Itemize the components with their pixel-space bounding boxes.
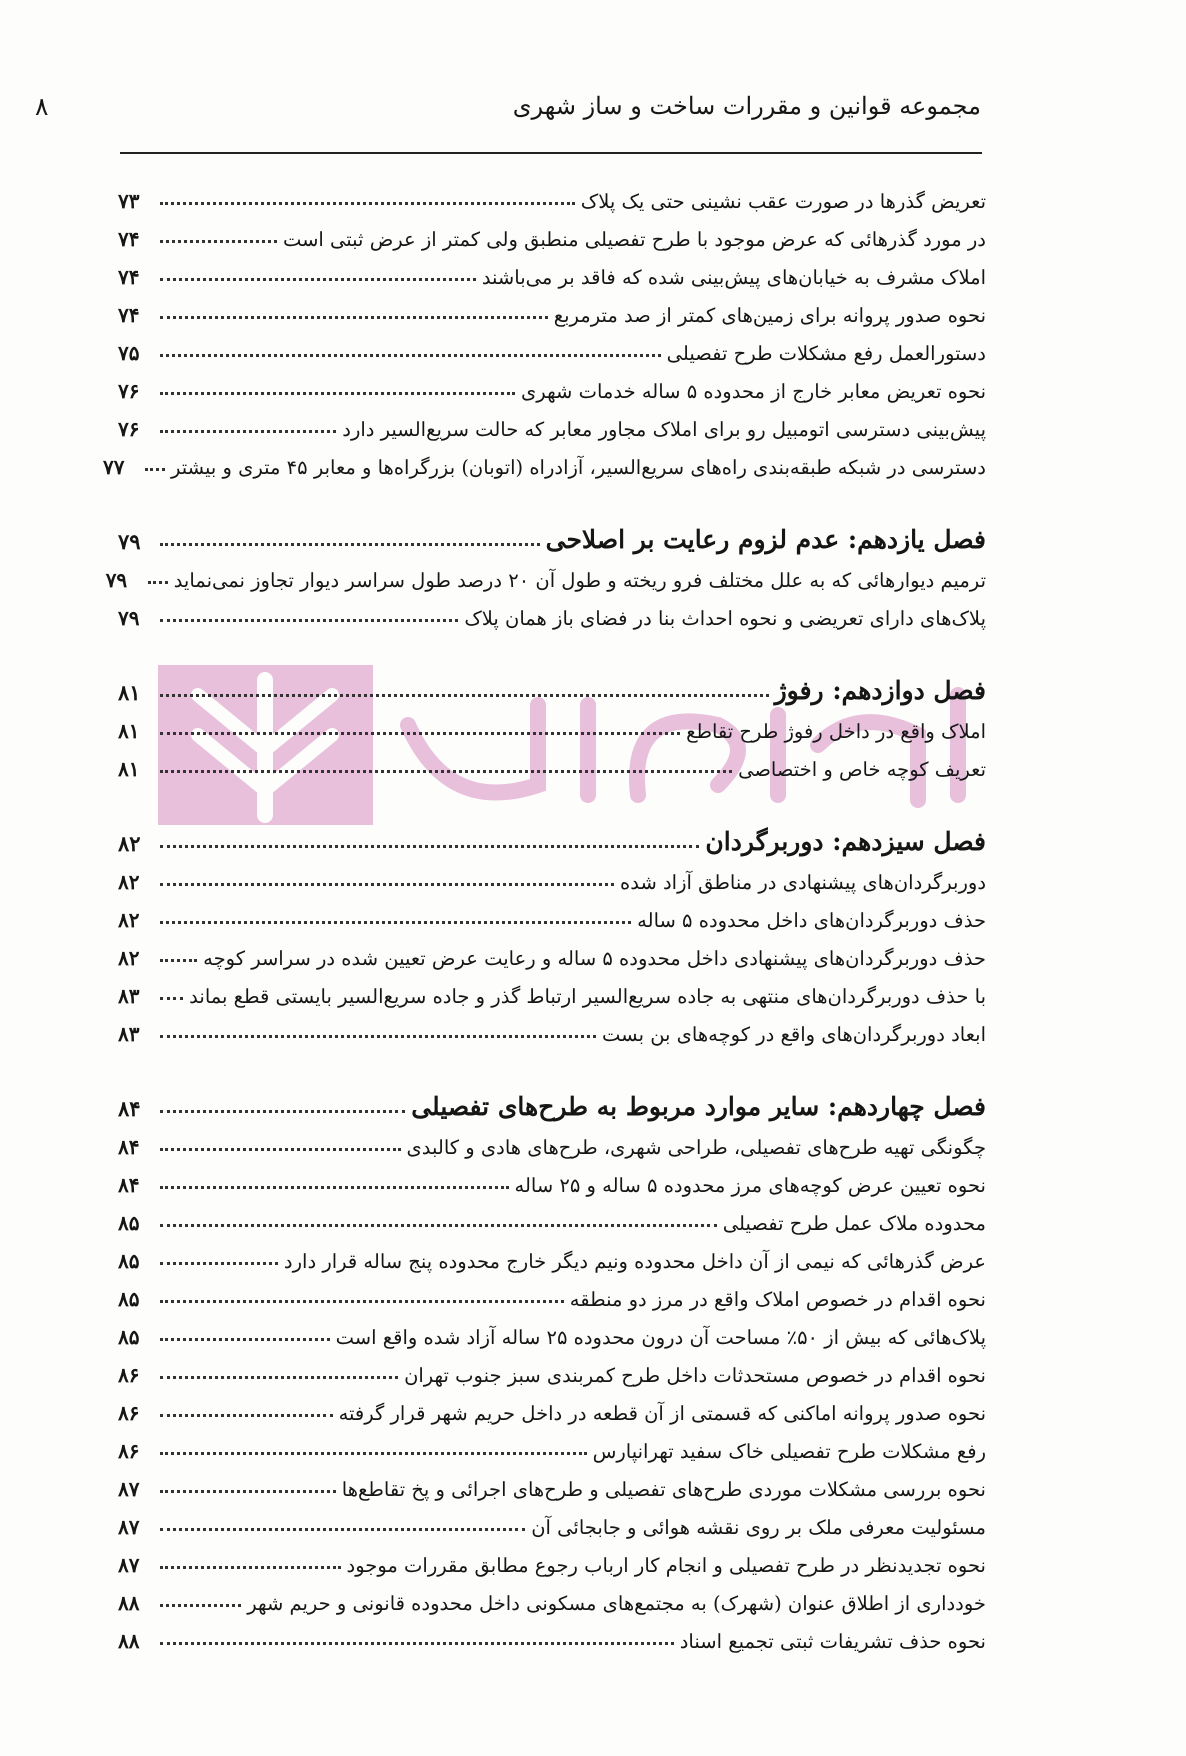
toc-entry-title: محدوده ملاک عمل طرح تفصیلی — [722, 1212, 986, 1235]
toc-entry — [118, 743, 986, 781]
toc-entry-title: خودداری از اطلاق عنوان (شهرک) به مجتمع‌های مسکونی داخل محدوده قانونی و حریم شهر — [247, 1592, 986, 1615]
toc-page-number: ۸۵ — [118, 1287, 140, 1311]
toc-entry — [118, 894, 986, 932]
dot-leader — [160, 1566, 341, 1569]
toc-entry-title: پلاک‌های دارای تعریضی و نحوه احداث بنا در فضای باز همان پلاک — [464, 607, 986, 630]
chapter-heading — [118, 665, 986, 705]
dot-leader — [160, 921, 631, 924]
toc-page-number: ۸۸ — [118, 1591, 140, 1615]
toc-entry — [118, 251, 986, 289]
toc-entry — [118, 175, 986, 213]
dot-leader — [160, 770, 732, 773]
dot-leader — [160, 883, 614, 886]
toc-entry — [118, 1577, 986, 1615]
toc-entry-title: نحوه تجدیدنظر در طرح تفصیلی و انجام کار ارباب رجوع مطابق مقررات موجود — [346, 1554, 986, 1577]
toc-page-number: ۸۵ — [118, 1249, 140, 1273]
dot-leader — [160, 430, 336, 433]
toc-entry — [102, 441, 986, 479]
toc-entry — [118, 1311, 986, 1349]
dot-leader — [160, 1300, 564, 1303]
toc-entry-title: املاک مشرف به خیابان‌های پیش‌بینی شده که فاقد بر می‌باشند — [481, 266, 986, 289]
toc-page-number: ۷۴ — [118, 227, 140, 251]
toc-page-number: ۸۲ — [118, 831, 141, 856]
page-header — [35, 92, 981, 132]
toc-entry-title: ابعاد دوربرگردان‌های واقع در کوچه‌های بن بست — [602, 1023, 986, 1046]
chapter-heading — [118, 514, 986, 554]
header-divider — [120, 152, 982, 154]
toc-page-number: ۸۵ — [118, 1325, 140, 1349]
toc-entry — [118, 1425, 986, 1463]
toc-page-number: ۷۶ — [118, 417, 140, 441]
toc-entry-title: دسترسی در شبکه طبقه‌بندی راه‌های سریع‌السیر، آزادراه (اتوبان) بزرگراه‌ها و معابر ۴۵ متری و بیشتر — [170, 456, 986, 479]
dot-leader — [160, 1528, 525, 1531]
toc-entry — [118, 289, 986, 327]
dot-leader — [160, 278, 476, 281]
dot-leader — [160, 959, 197, 962]
toc-entry-title: ترمیم دیوارهائی که به علل مختلف فرو ریخته و طول آن ۲۰ درصد طول سراسر دیوار تجاوز نمی‌نماید — [173, 569, 986, 592]
toc-entry — [118, 1463, 986, 1501]
toc-entry-title: در مورد گذرهائی که عرض موجود با طرح تفصیلی منطبق ولی کمتر از عرض ثبتی است — [282, 228, 986, 251]
toc-entry-title: مسئولیت معرفی ملک بر روی نقشه هوائی و جابجائی آن — [531, 1516, 986, 1539]
toc-entry-title: نحوه تعریض معابر خارج از محدوده ۵ ساله خدمات شهری — [521, 380, 986, 403]
dot-leader — [160, 392, 515, 395]
toc-entry — [118, 1387, 986, 1425]
dot-leader — [160, 845, 699, 848]
toc-entry — [118, 1121, 986, 1159]
toc-page-number: ۷۹ — [118, 529, 141, 554]
chapter-heading — [118, 816, 986, 856]
toc-entry — [118, 1235, 986, 1273]
toc-page-number: ۸۲ — [118, 870, 140, 894]
toc-entry-title: پلاک‌هائی که بیش از ۵۰٪ مساحت آن درون محدوده ۲۵ ساله آزاد شده واقع است — [335, 1326, 986, 1349]
toc-page-number: ۷۴ — [118, 265, 140, 289]
toc-page-number: ۷۹ — [105, 568, 128, 592]
toc-entry-title: نحوه صدور پروانه برای زمین‌های کمتر از صد مترمربع — [553, 304, 986, 327]
toc-page-number: ۸۴ — [118, 1135, 140, 1159]
chapter-title: فصل چهاردهم: سایر موارد مربوط به طرح‌های تفصیلی — [411, 1092, 986, 1121]
dot-leader — [160, 1186, 509, 1189]
dot-leader — [160, 1110, 405, 1113]
toc-page-number: ۸۱ — [118, 757, 140, 781]
chapter-title: فصل یازدهم: عدم لزوم رعایت بر اصلاحی — [545, 525, 986, 554]
toc-page-number: ۸۸ — [118, 1629, 140, 1653]
toc-entry — [118, 213, 986, 251]
toc-page-number: ۸۷ — [118, 1515, 140, 1539]
dot-leader — [160, 1148, 401, 1151]
toc-page-number: ۸۷ — [118, 1477, 140, 1501]
dot-leader — [160, 1035, 596, 1038]
toc-entry — [105, 554, 986, 592]
dot-leader — [160, 354, 661, 357]
toc-page-number: ۷۹ — [118, 606, 140, 630]
toc-entry — [118, 1615, 986, 1653]
toc-page-number: ۷۷ — [102, 455, 125, 479]
toc-entry — [118, 592, 986, 630]
toc-entry — [118, 970, 986, 1008]
toc-entry — [118, 1501, 986, 1539]
dot-leader — [160, 1338, 330, 1341]
toc-page-number: ۸۴ — [118, 1173, 140, 1197]
dot-leader — [160, 1414, 333, 1417]
dot-leader — [160, 202, 575, 205]
dot-leader — [160, 1604, 241, 1607]
toc-entry — [118, 1197, 986, 1235]
dot-leader — [160, 694, 769, 697]
toc-page-number: ۸۵ — [118, 1211, 140, 1235]
dot-leader — [160, 1452, 587, 1455]
toc-page-number: ۸۳ — [118, 984, 140, 1008]
toc-entry-title: چگونگی تهیه طرح‌های تفصیلی، طراحی شهری، طرح‌های هادی و کالبدی — [406, 1136, 986, 1159]
toc-entry — [118, 1159, 986, 1197]
dot-leader — [160, 240, 277, 243]
page-number: ۸ — [35, 92, 49, 121]
toc-entry — [118, 327, 986, 365]
dot-leader — [160, 543, 540, 546]
toc-entry-title: پیش‌بینی دسترسی اتومبیل رو برای املاک مجاور معابر که حالت سریع‌السیر دارد — [342, 418, 986, 441]
toc-page-number: ۸۱ — [118, 680, 141, 705]
chapter-title: فصل دوازدهم: رفوژ — [774, 676, 986, 705]
chapter-heading — [118, 1081, 986, 1121]
toc-entry-title: تعریض گذرها در صورت عقب نشینی حتی یک پلاک — [580, 190, 986, 213]
toc-entry-title: نحوه بررسی مشکلات موردی طرح‌های تفصیلی و طرح‌های اجرائی و پخ تقاطع‌ها — [341, 1478, 986, 1501]
toc-page-number: ۸۷ — [118, 1553, 140, 1577]
toc-entry-title: نحوه صدور پروانه اماکنی که قسمتی از آن قطعه در داخل حریم شهر قرار گرفته — [338, 1402, 986, 1425]
toc-entry-title: تعریف کوچه خاص و اختصاصی — [738, 758, 986, 781]
running-title: مجموعه قوانین و مقررات ساخت و ساز شهری — [512, 92, 981, 120]
dot-leader — [160, 1224, 717, 1227]
toc-entry-title: نحوه اقدام در خصوص املاک واقع در مرز دو منطقه — [569, 1288, 986, 1311]
toc-entry — [118, 1008, 986, 1046]
toc-entry — [118, 856, 986, 894]
toc-entry-title: نحوه تعیین عرض کوچه‌های مرز محدوده ۵ ساله و ۲۵ ساله — [514, 1174, 986, 1197]
toc-page-number: ۸۶ — [118, 1363, 140, 1387]
toc-page-number: ۷۵ — [118, 341, 140, 365]
toc-entry — [118, 403, 986, 441]
toc-page-number: ۷۴ — [118, 303, 140, 327]
toc-entry-title: حذف دوربرگردان‌های پیشنهادی داخل محدوده ۵ ساله و رعایت عرض تعیین شده در سراسر کوچه — [203, 947, 986, 970]
toc-page-number: ۸۲ — [118, 946, 140, 970]
table-of-contents — [102, 175, 986, 1653]
chapter-title: فصل سیزدهم: دوربرگردان — [705, 827, 986, 856]
toc-entry — [118, 365, 986, 403]
toc-entry-title: عرض گذرهائی که نیمی از آن داخل محدوده ونیم دیگر خارج محدوده پنج ساله قرار دارد — [283, 1250, 986, 1273]
dot-leader — [145, 468, 165, 471]
toc-page-number: ۸۴ — [118, 1096, 141, 1121]
dot-leader — [160, 619, 458, 622]
toc-entry-title: رفع مشکلات طرح تفصیلی خاک سفید تهرانپارس — [592, 1440, 986, 1463]
toc-entry — [118, 1273, 986, 1311]
toc-entry — [118, 932, 986, 970]
dot-leader — [160, 732, 680, 735]
toc-page-number: ۸۶ — [118, 1439, 140, 1463]
dot-leader — [160, 997, 183, 1000]
toc-entry-title: دستورالعمل رفع مشکلات طرح تفصیلی — [666, 342, 986, 365]
dot-leader — [160, 316, 548, 319]
toc-page-number: ۸۱ — [118, 719, 140, 743]
toc-page-number: ۷۳ — [118, 189, 140, 213]
toc-entry — [118, 1539, 986, 1577]
dot-leader — [160, 1376, 398, 1379]
toc-entry-title: نحوه حذف تشریفات ثبتی تجمیع اسناد — [679, 1630, 986, 1653]
toc-entry-title: املاک واقع در داخل رفوژ طرح تقاطع — [686, 720, 986, 743]
dot-leader — [148, 581, 168, 584]
dot-leader — [160, 1490, 336, 1493]
toc-entry — [118, 705, 986, 743]
toc-entry-title: نحوه اقدام در خصوص مستحدثات داخل طرح کمربندی سبز جنوب تهران — [404, 1364, 986, 1387]
toc-entry-title: با حذف دوربرگردان‌های منتهی به جاده سریع‌السیر ارتباط گذر و جاده سریع‌السیر بایستی قطع بماند — [189, 985, 986, 1008]
toc-page-number: ۸۶ — [118, 1401, 140, 1425]
toc-entry-title: دوربرگردان‌های پیشنهادی در مناطق آزاد شده — [620, 871, 986, 894]
toc-entry-title: حذف دوربرگردان‌های داخل محدوده ۵ ساله — [637, 909, 986, 932]
toc-entry — [118, 1349, 986, 1387]
toc-page-number: ۸۲ — [118, 908, 140, 932]
toc-page-number: ۷۶ — [118, 379, 140, 403]
dot-leader — [160, 1262, 278, 1265]
dot-leader — [160, 1642, 674, 1645]
toc-page-number: ۸۳ — [118, 1022, 140, 1046]
